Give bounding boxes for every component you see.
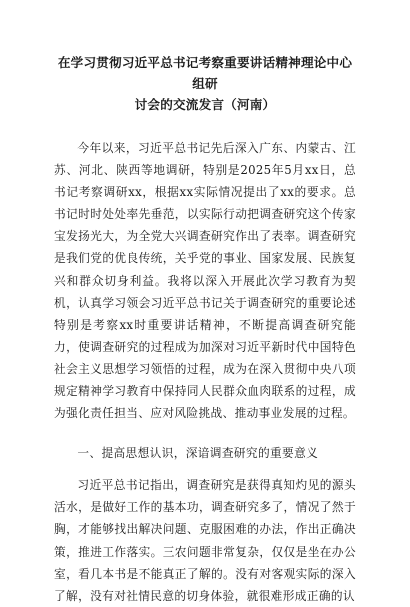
title-line-2: 讨会的交流发言（河南） bbox=[134, 97, 276, 112]
paragraph-intro: 今年以来，习近平总书记先后深入广东、内蒙古、江苏、河北、陕西等地调研，特别是2025年5月xx日，总书记考察调研xx，根据xx实际情况提出了xx的要求。总书记时时处处率先垂范，以实际行动把调查研究这个传家宝发扬光大，为全党大兴调查研究作出了表率。调查研究是我们党的优良传统，关乎党的事业、国家发展、民族复兴和群众切身利益。我将以深入开展此次学习教育为契机，认真学习领会习近平总书记关于调查研究的重要论述特别是考察xx时重要讲话精神，不断提高调查研究能力，使调查研究的过程成为加深对习近平新时代中国特色社会主义思想学习领悟的过程，成为在深入贯彻中央八项规定精神学习教育中保持同人民群众血肉联系的过程，成为强化责任担当、应对风险挑战、推动事业发展的过程。 bbox=[54, 141, 356, 421]
paragraph-section-1: 习近平总书记指出，调查研究是获得真知灼见的源头活水，是做好工作的基本功，调查研究多了，情况了然于胸，才能够找出解决问题、克服困难的办法，作出正确决策，推进工作落实。三农问题非常复杂，仅仅是坐在办公室，看几本书是不能真正了解的。没有对客观实际的深入了解，没有对社情民意的切身体验，就很难形成正确的认 bbox=[54, 478, 356, 603]
document-title bbox=[54, 52, 356, 115]
paragraph-spacer bbox=[54, 424, 356, 432]
title-line-1: 在学习贯彻习近平总书记考察重要讲话精神理论中心组研 bbox=[57, 55, 353, 91]
section-heading-1: 一、提高思想认识，深谙调查研究的重要意义 bbox=[77, 446, 319, 461]
document-body bbox=[54, 137, 356, 607]
